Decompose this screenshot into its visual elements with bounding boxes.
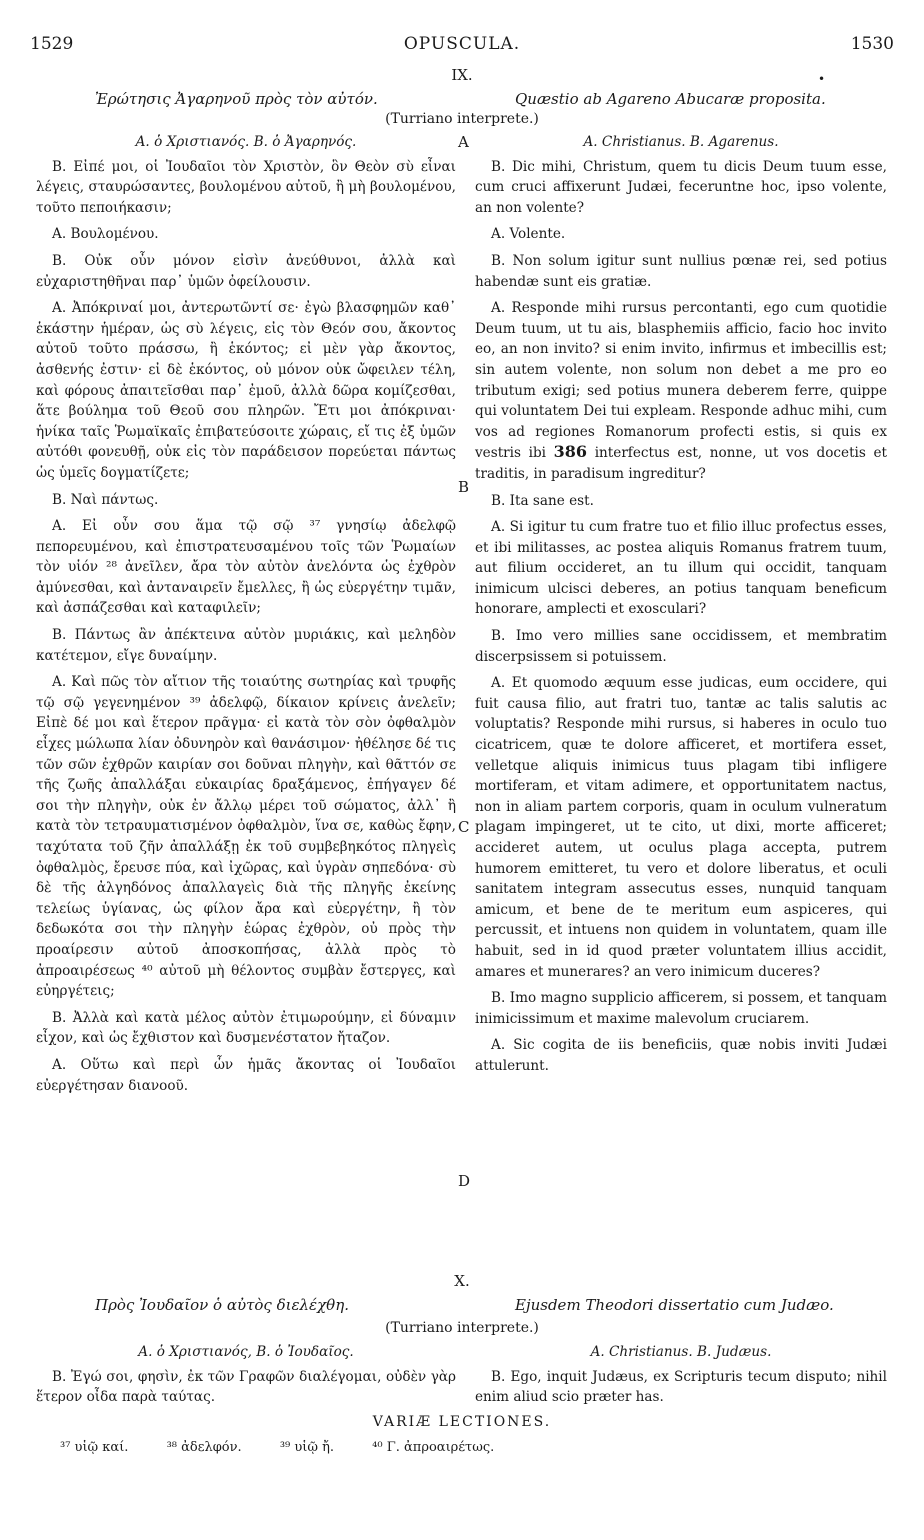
- greek-paragraph: Β. Εἰπέ μοι, οἱ Ἰουδαῖοι τὸν Χριστὸν, ὃν Θεὸν σὺ εἶναι λέγεις, σταυρώσαντες, βουλομένου αὐτοῦ, ἢ μὴ βουλομένου, τοῦτο πεποιήκασιν;: [36, 158, 456, 216]
- greek-paragraph: Α. Εἰ οὖν σου ἅμα τῷ σῷ ³⁷ γνησίῳ ἀδελφῷ πεπορευμένου, καὶ ἐπιστρατευσαμένου τοῖς τῶν Ῥωμαίων τὸν υἱόν ²⁸ ἀνεῖλεν, ἄρα τὸν αὐτὸν ἀνελόντα ὡς ἐχθρὸν ἀμύνεσθαι, καὶ ἀνταναιρεῖν ἔμελλες, ἢ ὡς εὐεργέτην τιμᾶν, καὶ ἀσπάζεσθαι καὶ καταφιλεῖν;: [36, 518, 456, 617]
- printer-mark: •: [818, 72, 826, 86]
- latin-paragraph: B. Ita sane est.: [491, 492, 594, 509]
- latin-paragraph-with-number: [475, 298, 887, 484]
- page-number-right: 1530: [850, 34, 894, 54]
- greek-roles-ix: Α. ὁ Χριστιανός. Β. ὁ Ἀγαρηνός.: [135, 134, 357, 150]
- greek-title-x: Πρὸς Ἰουδαῖον ὁ αὐτὸς διελέχθη.: [95, 1296, 349, 1314]
- greek-paragraph: Β. Ἐγώ σοι, φησὶν, ἐκ τῶν Γραφῶν διαλέγομαι, οὐδὲν γὰρ ἕτερον οἶδα παρὰ ταύτας.: [36, 1368, 456, 1406]
- margin-letter-a: A: [458, 133, 469, 151]
- latin-title-x: Ejusdem Theodori dissertatio cum Judæo.: [515, 1296, 834, 1314]
- latin-paragraph: A. Si igitur tu cum fratre tuo et filio illuc profectus esses, et ibi militasses, ac postea aliquis Romanus fratrem tuum, aut filium occideret, an tu illum qui occidit, tanquam inimicum ulcisci deberes, an potius tanquam beneficum honorare, amplecti et exosculari?: [475, 519, 887, 618]
- latin-paragraph-part: interfectus est, nonne, ut vos docetis et traditis, in paradisum ingreditur?: [475, 445, 887, 482]
- variae-lectiones-title: VARIÆ LECTIONES.: [372, 1414, 552, 1430]
- latin-paragraph: B. Non solum igitur sunt nullius pœnæ rei, sed potius habendæ sunt eis gratiæ.: [475, 252, 887, 290]
- variae-lectiones-notes: [60, 1440, 528, 1455]
- margin-letter-d: D: [458, 1172, 471, 1190]
- greek-paragraph: Β. Οὐκ οὖν μόνον εἰσὶν ἀνεύθυνοι, ἀλλὰ καὶ εὐχαριστηθῆναι παρ᾽ ὑμῶν ὀφείλουσιν.: [36, 252, 456, 290]
- latin-title-ix: Quæstio ab Agareno Abucaræ proposita.: [515, 90, 826, 108]
- greek-title-ix: Ἐρώτησις Ἀγαρηνοῦ πρὸς τὸν αὐτόν.: [95, 90, 378, 108]
- greek-column-ix: [36, 132, 456, 1102]
- greek-column-x: [36, 1342, 456, 1414]
- latin-paragraph: B. Imo magno supplicio afficerem, si possem, et tanquam inimicissimum et maxime malevolum cruciarem.: [475, 990, 887, 1027]
- patrologia-column-number: 386: [553, 442, 588, 462]
- greek-paragraph: Α. Οὕτω καὶ περὶ ὧν ἡμᾶς ἄκοντας οἱ Ἰουδαῖοι εὐεργέτησαν διανοοῦ.: [36, 1056, 456, 1094]
- interpreter-note-x: (Turriano interprete.): [385, 1320, 539, 1336]
- interpreter-note-ix: (Turriano interprete.): [385, 111, 539, 127]
- margin-letter-c: C: [458, 818, 470, 836]
- greek-paragraph: Β. Ἀλλὰ καὶ κατὰ μέλος αὐτὸν ἐτιμωρούμην, εἰ δύναμιν εἶχον, καὶ ὡς ἔχθιστον καὶ δυσμενέστατον ἤταζον.: [36, 1009, 456, 1047]
- latin-roles-x: A. Christianus. B. Judæus.: [590, 1344, 772, 1360]
- latin-paragraph: A. Sic cogita de iis beneficiis, quæ nobis inviti Judæi attulerunt.: [475, 1037, 887, 1074]
- greek-roles-x: Α. ὁ Χριστιανός, Β. ὁ Ἰουδαῖος.: [138, 1344, 354, 1360]
- latin-column-x: [475, 1342, 887, 1414]
- latin-paragraph: A. Volente.: [491, 226, 566, 243]
- latin-paragraph: B. Ego, inquit Judæus, ex Scripturis tecum disputo; nihil enim aliud scio præter has.: [475, 1368, 887, 1406]
- greek-paragraph: Α. Ἀπόκριναί μοι, ἀντερωτῶντί σε· ἐγὼ βλασφημῶν καθ᾽ ἑκάστην ἡμέραν, ὡς σὺ λέγεις, εἰς τὸν Θεόν σου, ἄκοντος αὐτοῦ τοῦτο πράσσω, ἢ ἑκόντος; εἰ μὲν γὰρ ἄκοντος, ἀσθενής ἐστιν· εἰ δὲ ἑκόντος, οὐ μόνον οὐκ ὤφειλεν τέλη, καὶ φόρους ἀπαιτεῖσθαι παρ᾽ ἐμοῦ, ἀλλὰ δῶρα κομίζεσθαι, ἅτε βούλημα τοῦ Θεοῦ σου πληρῶν. Ἔτι μοι ἀπόκριναι· ἡνίκα ταῖς Ῥωμαϊκαῖς ἐπιβατεύσοιτε χώραις, εἴ τις ἐξ ὑμῶν αὐτόθι φονευθῇ, οὐκ εἰς τὸν παράδεισον πορεύεται πάντως ὡς ὑμεῖς δογματίζετε;: [36, 300, 456, 481]
- greek-paragraph: Β. Πάντως ἂν ἀπέκτεινα αὐτὸν μυριάκις, καὶ μεληδὸν κατέτεμον, εἴγε δυναίμην.: [36, 627, 456, 664]
- latin-roles-ix: A. Christianus. B. Agarenus.: [583, 134, 779, 150]
- variant-note: ³⁹ υἱῷ ἤ.: [279, 1440, 335, 1455]
- page-header: [0, 34, 924, 64]
- latin-paragraph: A. Et quomodo æquum esse judicas, eum occidere, qui fuit causa filio, aut fratri tuo, tantæ ac talis salutis ac voluptatis? Responde mihi rursus, si haberes in oculo tuo cicatricem, quæ te dolore afficeret, et mortifera esset, velletque aliquis inimicus tuus plagam tibi infligere mortiferam, et vitam adimere, et opportunitatem nactus, non in aliam partem corporis, quam in oculum vulneratum plagam impingeret, ut te cito, ut dixi, morte afficeret; accideret autem, ut oculus plaga accepta, putrem humorem emitteret, tu vero et dolore liberatus, et oculi sanitatem integram assecutus esses, nunquid tanquam amicum, et bene de te meritum eum aspiceres, qui percussit, et intuens non quidem in voluntatem, quam ille habuit, sed in id quod præter voluntatem illius accidit, amares et munerares? an vero inimicum duceres?: [475, 675, 887, 980]
- variant-note: ³⁷ υἱῷ καί.: [60, 1440, 129, 1455]
- latin-paragraph-part: A. Responde mihi rursus percontanti, ego cum quotidie Deum tuum, ut tu ais, blasphemiis afficio, facio hoc invito eo, an non invito? si enim invito, infirmus et imbecillis est; sin autem volente, non solum non debet a me pro eo tributum exigi; sed potius munera deberem ferre, quippe qui voluntatem Dei tui expleam. Responde adhuc mihi, cum vos ad regiones Romanorum profecti estis, si quis ex vestris ibi: [475, 300, 887, 462]
- section-numeral-ix: IX.: [451, 66, 473, 84]
- latin-paragraph: B. Dic mihi, Christum, quem tu dicis Deum tuum esse, cum cruci affixerunt Judæi, feceruntne hoc, ipso volente, an non volente?: [475, 158, 887, 216]
- section-numeral-x: X.: [454, 1272, 470, 1290]
- variant-note: ³⁸ ἀδελφόν.: [166, 1440, 242, 1455]
- greek-paragraph: Β. Ναὶ πάντως.: [52, 491, 159, 508]
- greek-paragraph: Α. Βουλομένου.: [52, 226, 159, 243]
- latin-column-ix: [475, 132, 887, 1083]
- greek-paragraph: Α. Καὶ πῶς τὸν αἴτιον τῆς τοιαύτης σωτηρίας καὶ τρυφῆς τῷ σῷ γεγενημένον ³⁹ ἀδελφῷ, δίκαιον κρίνεις ἀνελεῖν; Εἰπὲ δέ μοι καὶ ἕτερον πρᾶγμα· εἰ κατὰ τὸν σὸν ὀφθαλμὸν εἶχες μώλωπα λίαν ὀδυνηρὸν καὶ θανάσιμον· ἠθέλησε δέ τις τῶν σῶν ἐχθρῶν καιρίαν σοι δοῦναι πληγὴν, καὶ θᾶττόν σε τῆς ζωῆς ἀπαλλάξαι εὐκαιρίας δραξάμενος, ἐπήγαγεν δέ σοι τὴν πληγὴν, οὐκ ἐν ἄλλῳ μέρει τοῦ σώματος, ἀλλ᾽ ἢ κατὰ τὸν τετραυματισμένον ὀφθαλμὸν, ἵνα σε, καθὼς ἔφην, ταχύτατα τοῦ ζῆν ἀπαλλάξῃ ἐκ τοῦ συμβεβηκότος πληγεὶς ὀφθαλμὸς, ἔρευσε πύα, καὶ ἰχῶρας, καὶ ὑγρὰν σηπεδόνα· σὺ δὲ τῆς ἀλγηδόνος ἀπαλλαγεὶς διὰ τῆς πληγῆς ἐκείνης τελείως ὑγίανας, ὡς φίλον ἄρα καὶ εὐεργέτην, ἢ τὸν δεδωκότα σοι τὴν πληγὴν ἑώρας ἐχθρὸν, οὐ πρὸς τὴν προαίρεσιν αὐτοῦ ἀποσκοπήσας, ἀλλὰ πρὸς τὸ ἀπροαιρέσεως ⁴⁰ αὐτοῦ μὴ θέλοντος συμβὰν ἔστεργες, καὶ εὐηργέτεις;: [36, 674, 456, 1000]
- margin-letter-b: B: [458, 478, 470, 496]
- variant-note: ⁴⁰ Γ. ἀπροαιρέτως.: [372, 1440, 495, 1455]
- page-number-left: 1529: [30, 34, 74, 54]
- running-title: OPUSCULA.: [403, 34, 521, 54]
- latin-paragraph: B. Imo vero millies sane occidissem, et membratim discerpsissem si potuissem.: [475, 628, 887, 665]
